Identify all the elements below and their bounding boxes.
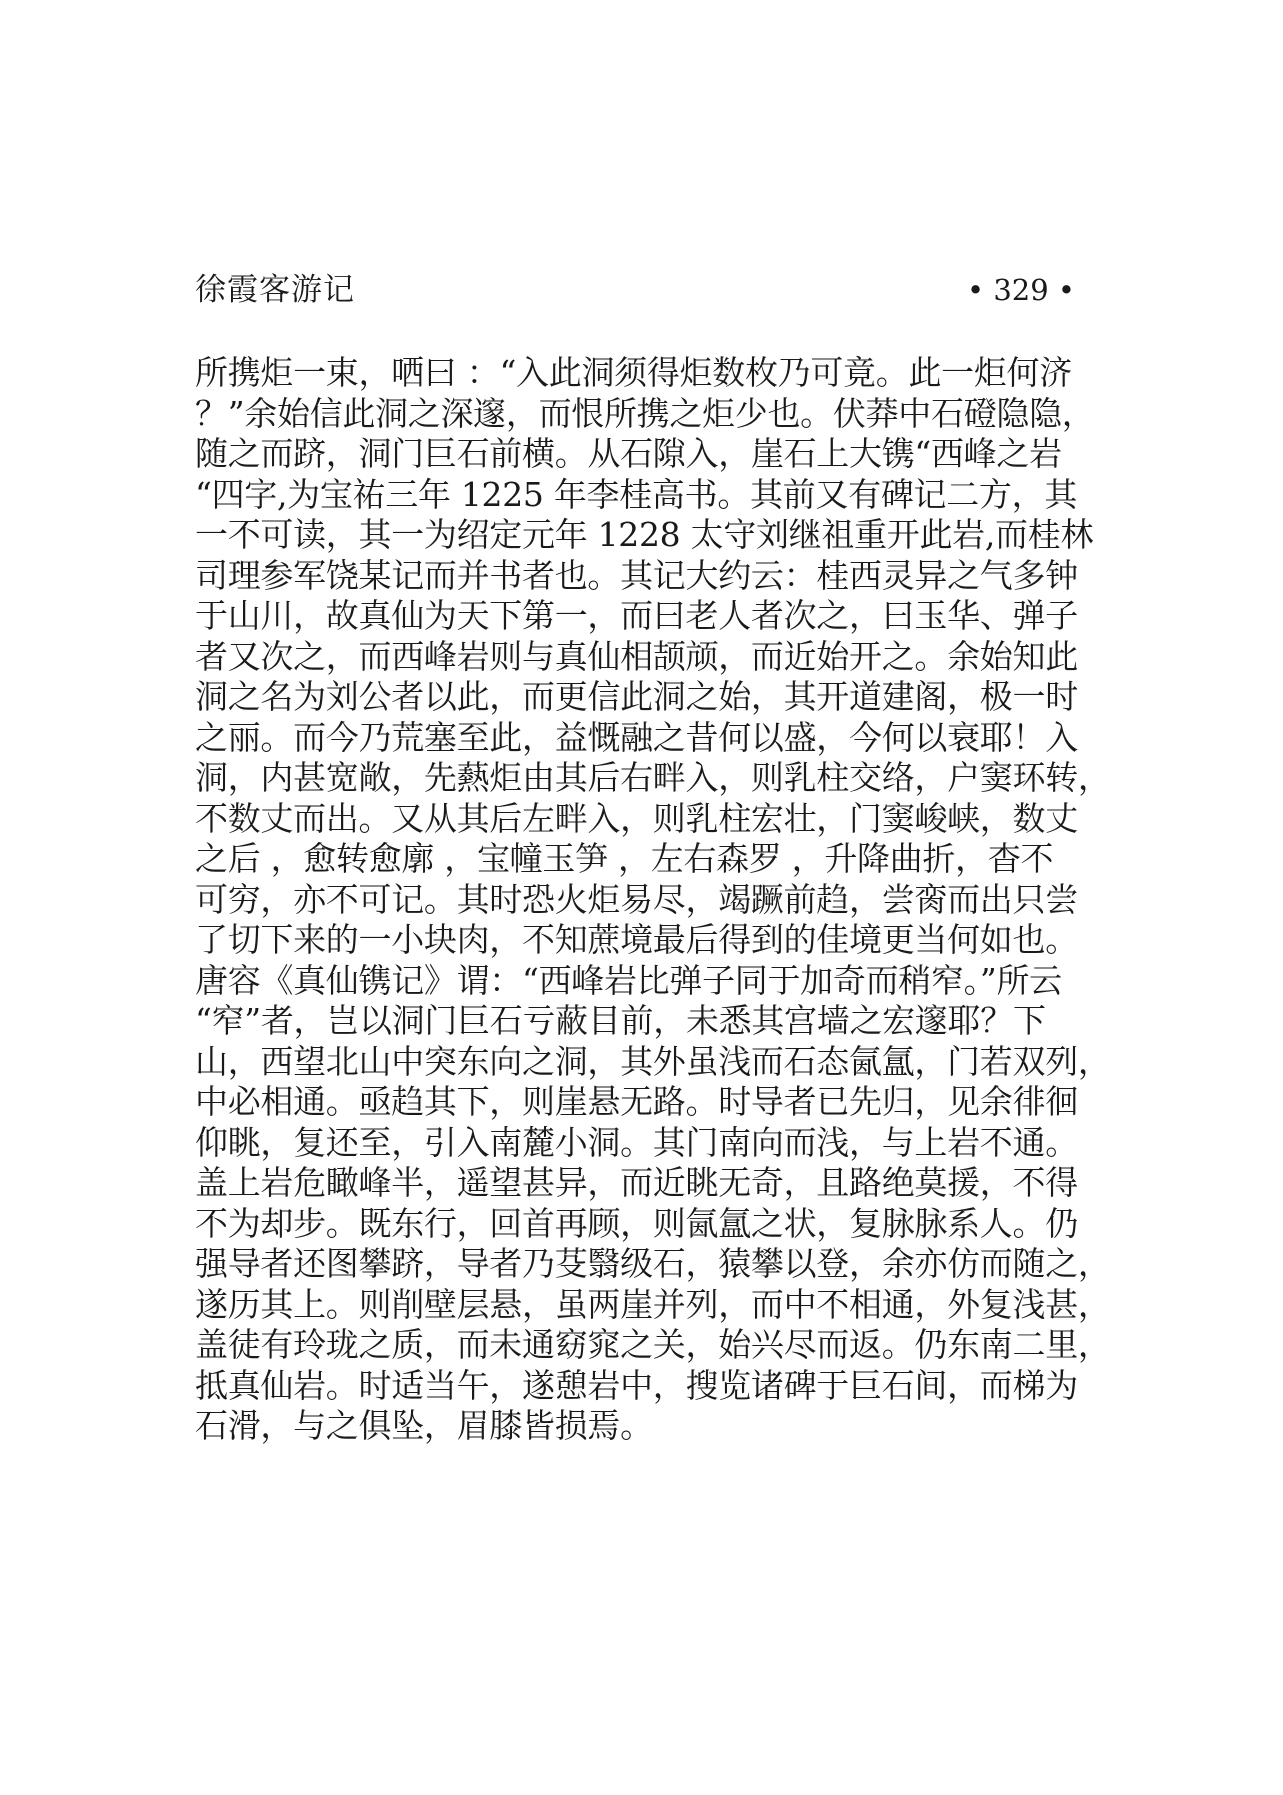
- text-line: 洞，内甚宽敞，先爇炬由其后右畔入，则乳柱交络，户窦环转，: [195, 758, 1111, 797]
- text-line: 一不可读，其一为绍定元年 1228 太守刘继祖重开此岩,而桂林: [195, 515, 1094, 554]
- text-line: 强导者还图攀跻，导者乃芟翳级石，猿攀以登，余亦仿而随之，: [195, 1244, 1111, 1283]
- text-line: 盖上岩危瞰峰半，遥望甚异，而近眺无奇，且路绝莫援，不得: [195, 1163, 1078, 1202]
- text-line: 可穷，亦不可记。其时恐火炬易尽，竭蹶前趋，尝脔而出只尝: [195, 879, 1078, 919]
- text-line: 了切下来的一小块肉，不知蔗境最后得到的佳境更当何如也。: [195, 920, 1078, 959]
- body-text: [195, 353, 1111, 1447]
- text-line: “四字,为宝祐三年 1225 年李桂高书。其前又有碑记二方，其: [195, 474, 1078, 514]
- text-line: 仰眺，复还至，引入南麓小洞。其门南向而浅，与上岩不通。: [195, 1122, 1078, 1162]
- text-line: 山，西望北山中突东向之洞，其外虽浅而石态氤氲，门若双列，: [195, 1041, 1111, 1081]
- text-line: 不数丈而出。又从其后左畔入，则乳柱宏壮，门窦峻峡，数丈: [195, 798, 1078, 838]
- text-line: 之丽。而今乃荒塞至此，益慨融之昔何以盛，今何以衰耶！入: [195, 717, 1078, 757]
- text-line: 之后 ，愈转愈廓 ，宝幢玉笋 ，左右森罗 ，升降曲折，杳不: [195, 839, 1054, 878]
- text-line: 盖徒有玲珑之质，而未通窈窕之关，始兴尽而返。仍东南二里，: [195, 1325, 1111, 1364]
- text-line: 唐容《真仙镌记》谓：“西峰岩比弹子同于加奇而稍窄。”所云: [195, 960, 1062, 1000]
- text-line: 不为却步。既东行，回首再顾，则氤氲之状，复脉脉系人。仍: [195, 1203, 1078, 1243]
- book-title: 徐霞客游记: [195, 272, 355, 308]
- text-line: 随之而跻，洞门巨石前横。从石隙入，崖石上大镌“西峰之岩: [195, 434, 1062, 473]
- text-line: 于山川，故真仙为天下第一，而曰老人者次之，曰玉华、弹子: [195, 596, 1078, 635]
- text-line: 司理参军饶某记而并书者也。其记大约云：桂西灵异之气多钟: [195, 555, 1078, 595]
- text-line: 石滑，与之俱坠，眉膝皆损焉。: [195, 1406, 653, 1445]
- text-line: 所携炬一束，哂曰 ：“入此洞须得炬数枚乃可竟。此一炬何济: [195, 353, 1072, 392]
- running-header: [195, 268, 1075, 312]
- page-number: • 329 •: [967, 273, 1075, 307]
- text-line: “窄”者，岂以洞门巨石亏蔽目前，未悉其宫墙之宏邃耶？下: [195, 1001, 1046, 1040]
- text-line: 洞之名为刘公者以此，而更信此洞之始，其开道建阁，极一时: [195, 677, 1078, 716]
- text-line: 抵真仙岩。时适当午，遂憩岩中，搜览诸碑于巨石间，而梯为: [195, 1365, 1078, 1405]
- text-line: 遂历其上。则削壁层悬，虽两崖并列，而中不相通，外复浅甚，: [195, 1284, 1111, 1324]
- text-line: ？”余始信此洞之深邃，而恨所携之炬少也。伏莽中石磴隐隐，: [195, 393, 1095, 433]
- text-line: 者又次之，而西峰岩则与真仙相颉颃，而近始开之。余始知此: [195, 636, 1078, 676]
- text-line: 中必相通。亟趋其下，则崖悬无路。时导者已先归，见余徘徊: [195, 1082, 1078, 1121]
